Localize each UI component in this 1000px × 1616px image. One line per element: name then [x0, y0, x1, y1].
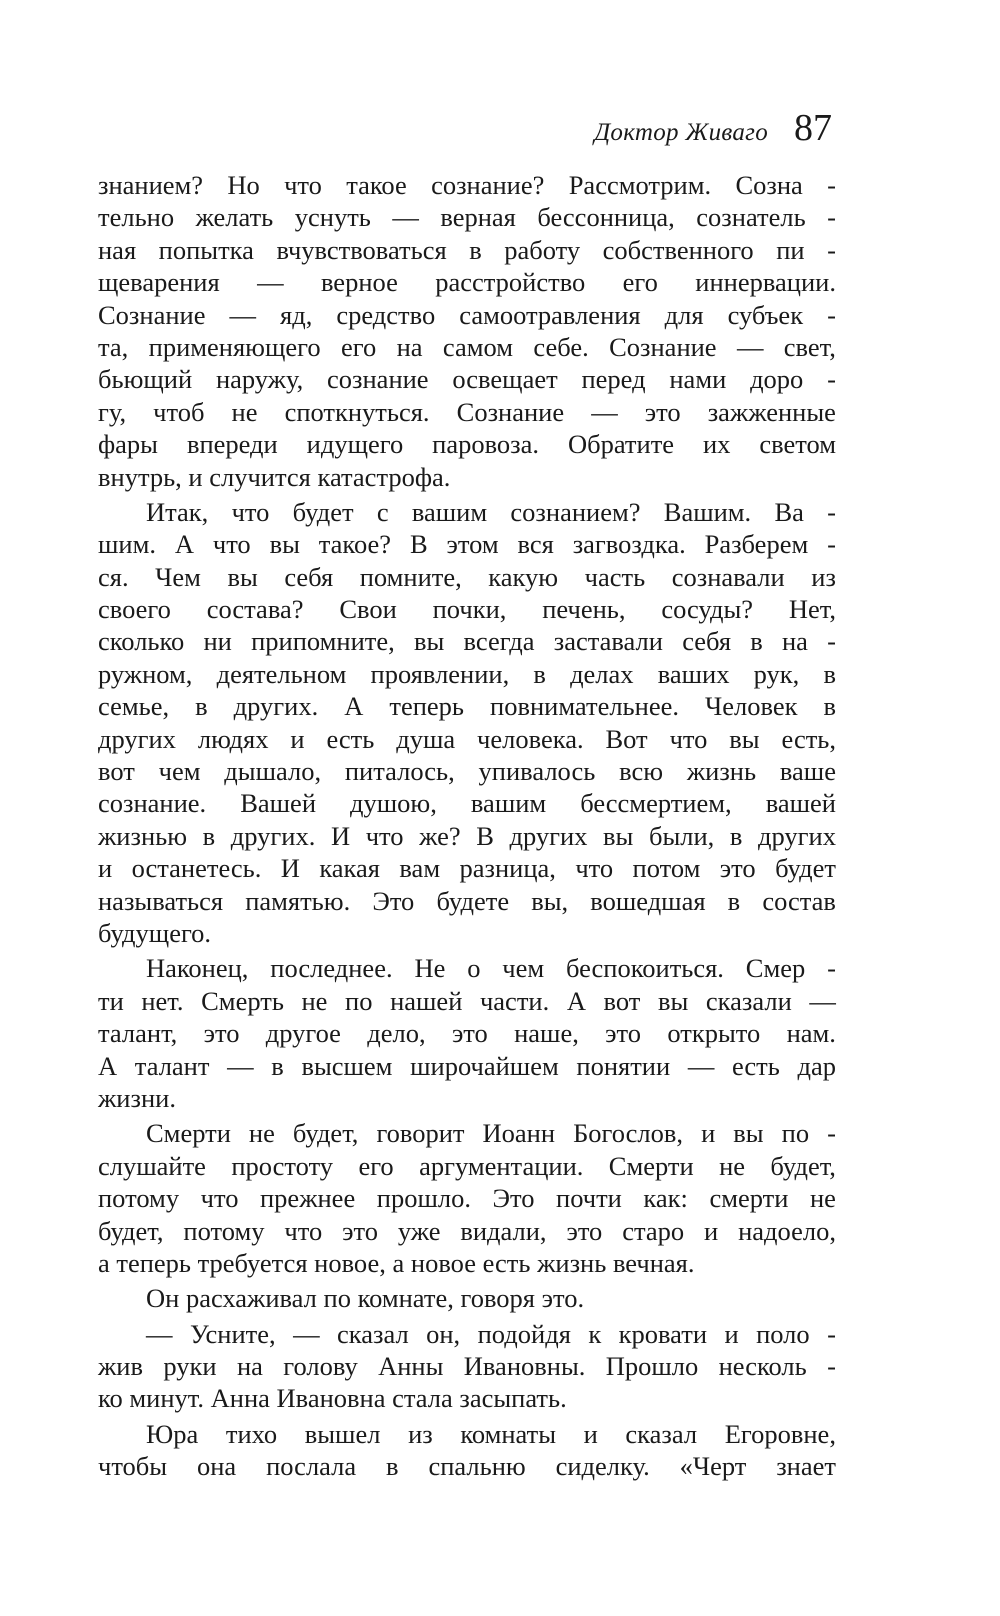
paragraph — [98, 1318, 836, 1415]
text-line: называться памятью. Это будете вы, вошедшая в состав — [98, 885, 836, 916]
text-line: ружном, деятельном проявлении, в делах ваших рук, в — [98, 658, 836, 689]
text-line: жив руки на голову Анны Ивановны. Прошло несколь - — [98, 1351, 836, 1382]
body-text — [98, 169, 836, 1483]
text-line: ко минут. Анна Ивановна стала засыпать. — [98, 1383, 567, 1414]
text-line: сколько ни припомните, вы всегда заставали себя в на - — [98, 626, 836, 657]
text-line: семье, в других. А теперь повнимательнее. Человек в — [98, 691, 836, 722]
text-line: Он расхаживал по комнате, говоря это. — [146, 1283, 585, 1314]
text-line: своего состава? Свои почки, печень, сосуды? Нет, — [98, 594, 836, 625]
paragraph — [98, 952, 836, 1114]
text-line: слушайте простоту его аргументации. Смерти не будет, — [98, 1150, 836, 1181]
text-line: знанием? Но что такое сознание? Рассмотрим. Созна - — [98, 170, 836, 200]
text-line: чтобы она послала в спальню сиделку. «Черт знает — [98, 1451, 836, 1482]
paragraph — [98, 496, 836, 949]
text-line: будет, потому что это уже видали, это старо и надоело, — [98, 1215, 836, 1246]
text-line: Юра тихо вышел из комнаты и сказал Егоровне, — [146, 1418, 836, 1449]
text-line: ти нет. Смерть не по нашей части. А вот вы сказали — — [98, 985, 836, 1016]
text-line: сознание. Вашей душою, вашим бессмертием, вашей — [98, 788, 836, 819]
text-line: ная попытка вчувствоваться в работу собственного пи - — [98, 234, 836, 265]
text-line: Сознание — яд, средство самоотравления для субъек - — [98, 299, 836, 330]
text-line: Итак, что будет с вашим сознанием? Вашим. Ва - — [146, 496, 836, 527]
text-line: и останетесь. И какая вам разница, что потом это будет — [98, 853, 836, 884]
text-line: жизни. — [98, 1082, 176, 1113]
text-line: бьющий наружу, сознание освещает перед нами доро - — [98, 364, 836, 395]
text-line: гу, чтоб не споткнуться. Сознание — это зажженные — [98, 396, 836, 427]
page-number: 87 — [794, 107, 832, 149]
text-line: Смерти не будет, говорит Иоанн Богослов, и вы по - — [146, 1118, 836, 1149]
text-line: ся. Чем вы себя помните, какую часть сознавали из — [98, 561, 836, 592]
text-line: потому что прежнее прошло. Это почти как: смерти не — [98, 1183, 836, 1214]
paragraph — [98, 1117, 836, 1279]
paragraph — [98, 1282, 836, 1314]
text-line: Наконец, последнее. Не о чем беспокоиться. Смер - — [146, 953, 836, 984]
text-line: будущего. — [98, 917, 212, 948]
text-line: — Усните, — сказал он, подойдя к кровати и поло - — [146, 1318, 836, 1349]
text-line: фары впереди идущего паровоза. Обратите их светом — [98, 429, 836, 460]
text-line: жизнью в других. И что же? В других вы были, в других — [98, 820, 836, 851]
text-line: а теперь требуется новое, а новое есть жизнь вечная. — [98, 1247, 695, 1278]
text-line: талант, это другое дело, это наше, это открыто нам. — [98, 1018, 836, 1049]
running-header — [594, 106, 832, 150]
text-line: вот чем дышало, питалось, упивалось всю жизнь ваше — [98, 756, 836, 787]
text-line: та, применяющего его на самом себе. Сознание — свет, — [98, 331, 836, 362]
running-title: Доктор Живаго — [594, 119, 768, 146]
text-line: щеварения — верное расстройство его иннервации. — [98, 267, 836, 298]
text-line: А талант — в высшем широчайшем понятии — есть дар — [98, 1050, 836, 1081]
text-line: шим. А что вы такое? В этом вся загвоздка. Разберем - — [98, 529, 836, 560]
text-line: тельно желать уснуть — верная бессонница, сознатель - — [98, 202, 836, 233]
paragraph — [98, 169, 836, 493]
text-line: других людях и есть душа человека. Вот что вы есть, — [98, 723, 836, 754]
paragraph — [98, 1418, 836, 1483]
text-line: внутрь, и случится катастрофа. — [98, 461, 451, 492]
